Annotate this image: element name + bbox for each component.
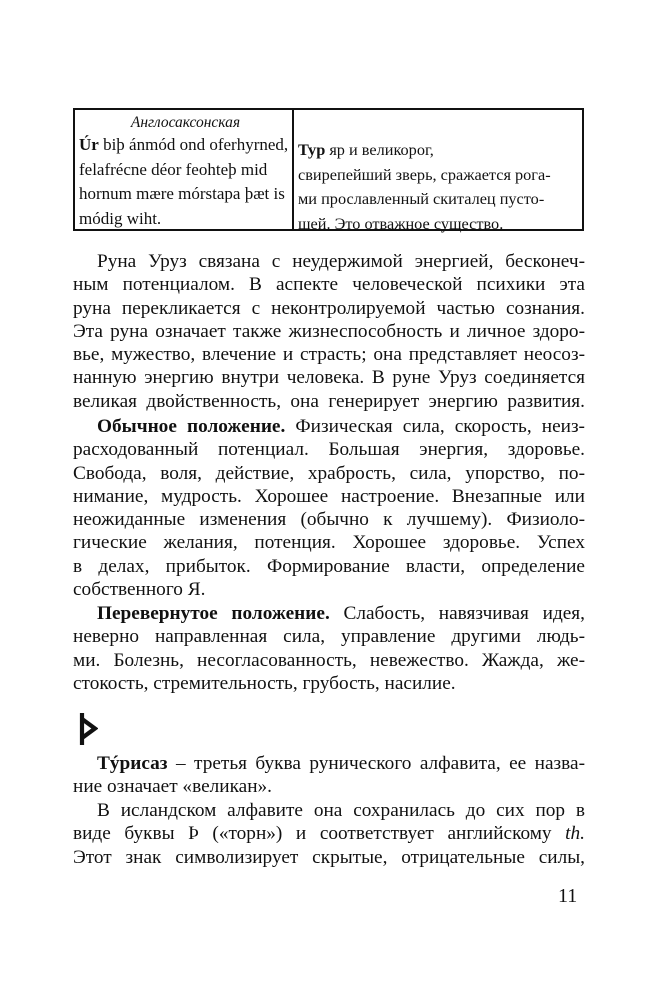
text-line: В исландском алфавите она сохранилась до сих пор в (97, 800, 585, 821)
rune-name-translation: Тур (298, 140, 326, 159)
text-line: нимание, мудрость. Хорошее настроение. Внезапные или (73, 485, 585, 507)
translation-line: Тур яр и великорог, (298, 140, 434, 159)
text-line: руна перекликается с неконтролируемой частью сознания. (73, 297, 585, 319)
thurisaz-rune-icon (78, 712, 98, 746)
text-line: виде буквы Þ («торн») и соответствует английскому th. (73, 823, 585, 845)
uruz-description (73, 250, 585, 413)
poem-table (73, 108, 584, 231)
text-line: вье, мужество, влечение и страсть; она представляет неосоз- (73, 344, 585, 366)
text-line: расходованный потенциал. Большая энергия, здоровье. (73, 439, 585, 461)
poem-line: hornum mære mórstapa þæt is (79, 184, 285, 203)
text-line: стокость, стремительность, грубость, насилие. (73, 672, 456, 694)
column-heading: Англосаксонская (130, 114, 241, 131)
text-line: ми. Болезнь, несогласованность, невежество. Жажда, же- (73, 649, 585, 671)
reversed-position-section (73, 602, 585, 695)
th-term: th. (565, 823, 585, 845)
text-line: гические желания, потенция. Хорошее здоровье. Успех (73, 532, 585, 554)
text-line: Перевернутое положение. Слабость, навязчивая идея, (97, 603, 585, 624)
text-line: великая двойственность, она генерирует энергию развития. (73, 390, 585, 412)
text-line: собственного Я. (73, 579, 206, 601)
text-line: неверно направленная сила, управление другими людь- (73, 626, 585, 648)
translation-column (294, 110, 582, 233)
translation-line: свирепейший зверь, сражается рога- (298, 164, 551, 184)
page-number: 11 (558, 885, 578, 907)
translation-line: шей. Это отважное существо. (298, 213, 504, 233)
thurisaz-intro (73, 752, 585, 799)
text-line: ным потенциалом. В аспекте человеческой психики эта (73, 274, 585, 296)
rune-name: Úr (79, 135, 99, 154)
normal-position-section (73, 415, 585, 601)
icelandic-section (73, 799, 585, 869)
poem-line: Úr biþ ánmód ond oferhyrned, (79, 135, 289, 154)
text-line: нанную энергию внутри человека. В руне Уруз соединяется (73, 367, 585, 389)
text-line: в делах, прибыток. Формирование власти, определение (73, 555, 585, 577)
text-line: Тýрисаз – третья буква рунического алфавита, ее назва- (97, 753, 585, 774)
reversed-position-label: Перевернутое положение. (97, 603, 330, 624)
translation-line: ми прославленный скиталец пусто- (298, 189, 545, 208)
text-line: неожиданные изменения (обычно к лучшему). Физиоло- (73, 509, 585, 531)
poem-line: felafrécne déor feohteþ mid (79, 159, 268, 179)
poem-line: módig wiht. (79, 208, 162, 228)
text-line: ние означает «великан». (73, 776, 272, 798)
text-line: Эта руна означает также жизнеспособность и личное здоро- (73, 320, 585, 342)
anglo-saxon-column (75, 110, 294, 229)
text-line: Руна Уруз связана с неудержимой энергией, бесконеч- (97, 251, 585, 272)
text-line: Обычное положение. Физическая сила, скорость, неиз- (97, 416, 585, 437)
normal-position-label: Обычное положение. (97, 416, 286, 437)
text-line: Этот знак символизирует скрытые, отрицательные силы, (73, 846, 585, 868)
text-line: Свобода, воля, действие, храбрость, сила, упорство, по- (73, 462, 585, 484)
thurisaz-name: Тýрисаз (97, 753, 168, 774)
